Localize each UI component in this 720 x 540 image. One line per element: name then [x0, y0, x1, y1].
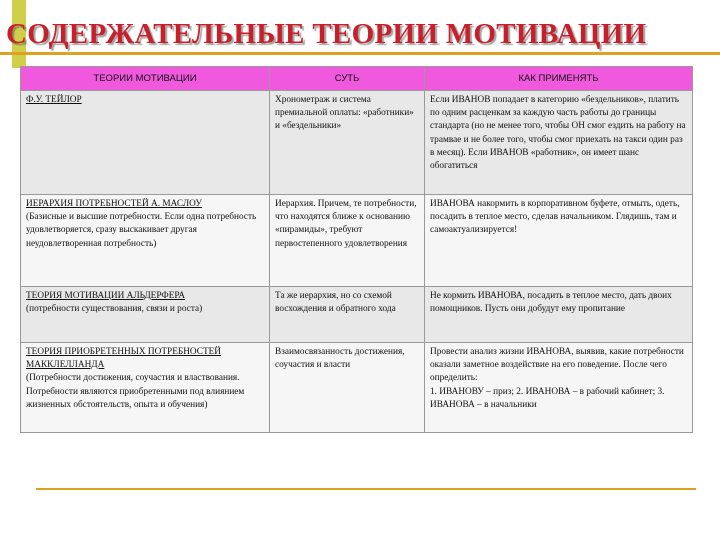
apply-list: 1. ИВАНОВУ – приз; 2. ИВАНОВА – в рабочий кабинет; 3. ИВАНОВА – в начальники [430, 386, 665, 410]
header-theories: ТЕОРИИ МОТИВАЦИИ [21, 67, 270, 91]
theory-name: Ф.У. ТЕЙЛОР [26, 95, 82, 105]
theory-name: ИЕРАРХИЯ ПОТРЕБНОСТЕЙ А. МАСЛОУ [26, 199, 202, 209]
theory-name: ТЕОРИЯ МОТИВАЦИИ АЛЬДЕРФЕРА [26, 291, 186, 301]
table-row [21, 195, 693, 287]
apply-cell: Если ИВАНОВ попадает в категорию «бездельников», платить по одним расценкам за каждую часть работы до границы стандарта (но не менее того, чтобы ОН смог ездить на работу на трамвае и не более того, чтобы смог приехать на такси один раз в месяц). Если ИВАНОВ «работник», он имеет шанс обогатиться [425, 91, 693, 195]
essence-cell: Взаимосвязанность достижения, соучастия и власти [270, 343, 425, 433]
theory-cell [21, 195, 270, 287]
header-essence: СУТЬ [270, 67, 425, 91]
apply-cell: ИВАНОВА накормить в корпоративном буфете, отмыть, одеть, посадить в теплое место, сделав начальником. Глядишь, там и самоактуализируется! [425, 195, 693, 287]
theory-name: ТЕОРИЯ ПРИОБРЕТЕННЫХ ПОТРЕБНОСТЕЙ МАККЛЕЛЛАНДА [26, 347, 222, 371]
motivation-theories-table [20, 66, 693, 433]
header-how-to-apply: КАК ПРИМЕНЯТЬ [425, 67, 693, 91]
table-row [21, 343, 693, 433]
page-title: СОДЕРЖАТЕЛЬНЫЕ ТЕОРИИ МОТИВАЦИИ [6, 18, 647, 50]
essence-cell: Хронометраж и система премиальной оплаты: «работники» и «бездельники» [270, 91, 425, 195]
apply-cell [425, 343, 693, 433]
theory-description: (Потребности достижения, соучастия и властвования. Потребности являются приобретенными под влиянием жизненных обстоятельств, опыта и обучения) [26, 373, 245, 410]
essence-cell: Та же иерархия, но со схемой восхождения и обратного хода [270, 287, 425, 343]
table-header-row [21, 67, 693, 91]
theory-cell [21, 287, 270, 343]
theory-description: (потребности существования, связи и роста) [26, 304, 203, 315]
footer-divider [36, 488, 696, 490]
apply-cell: Не кормить ИВАНОВА, посадить в теплое место, дать двоих помощников. Пусть они добудут ему пропитание [425, 287, 693, 343]
apply-text: Провести анализ жизни ИВАНОВА, выявив, какие потребности оказали заметное воздействие на его поведение. После чего определить: [430, 347, 684, 384]
theory-cell [21, 91, 270, 195]
theory-cell [21, 343, 270, 433]
title-underline [0, 52, 720, 55]
table-row [21, 91, 693, 195]
theory-description: (Базисные и высшие потребности. Если одна потребность удовлетворяется, сразу выскакивает другая неудовлетворенная потребность) [26, 212, 257, 249]
table-row [21, 287, 693, 343]
essence-cell: Иерархия. Причем, те потребности, что находятся ближе к основанию «пирамиды», требуют первостепенного удовлетворения [270, 195, 425, 287]
